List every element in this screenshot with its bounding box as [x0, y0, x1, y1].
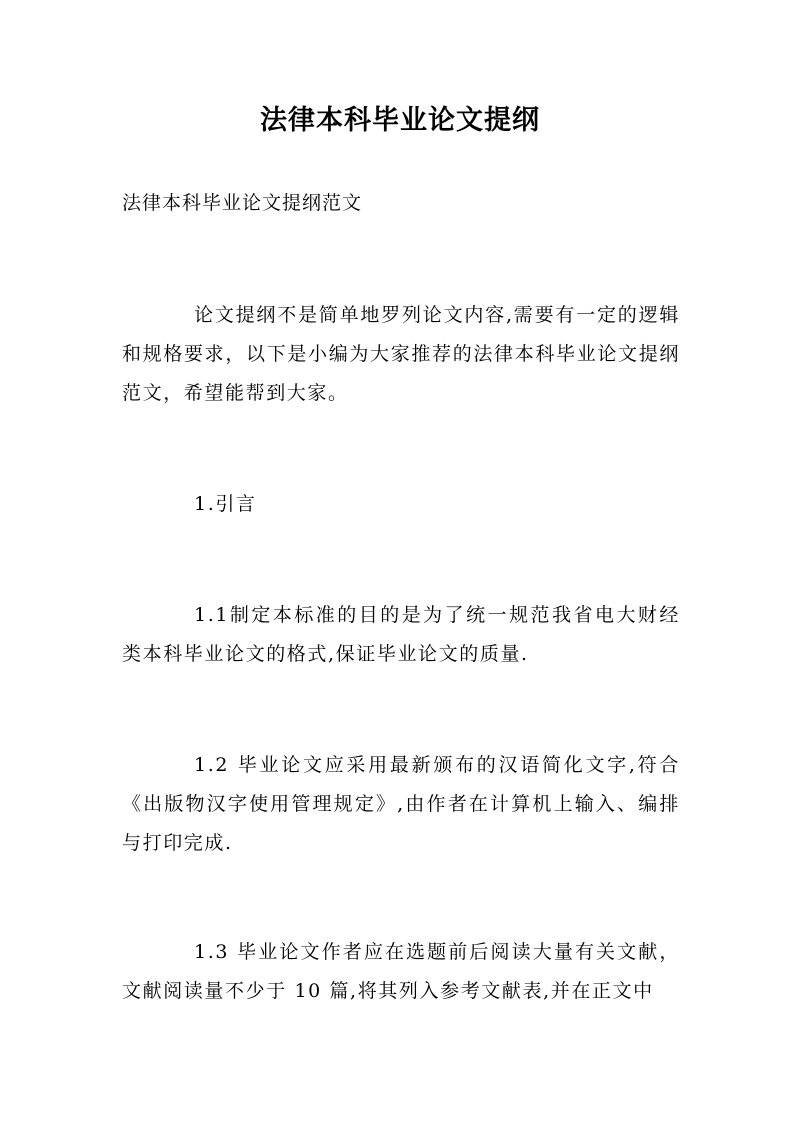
paragraph-1-2: 1.2 毕业论文应采用最新颁布的汉语简化文字,符合《出版物汉字使用管理规定》,由作者在计算机上输入、编排与打印完成.: [122, 754, 680, 854]
paragraph-1-3: 1.3 毕业论文作者应在选题前后阅读大量有关文献，文献阅读量不少于 10 篇,将其列入参考文献表,并在正文中: [122, 941, 680, 1002]
document-subtitle: 法律本科毕业论文提纲范文: [122, 192, 363, 214]
section-heading-1: 1.引言: [194, 493, 257, 515]
intro-paragraph: 论文提纲不是简单地罗列论文内容,需要有一定的逻辑和规格要求，以下是小编为大家推荐的法律本科毕业论文提纲范文，希望能帮到大家。: [122, 304, 680, 404]
paragraph-1-1: 1.1制定本标准的目的是为了统一规范我省电大财经类本科毕业论文的格式,保证毕业论文的质量.: [122, 604, 680, 665]
document-title: 法律本科毕业论文提纲: [260, 105, 540, 136]
